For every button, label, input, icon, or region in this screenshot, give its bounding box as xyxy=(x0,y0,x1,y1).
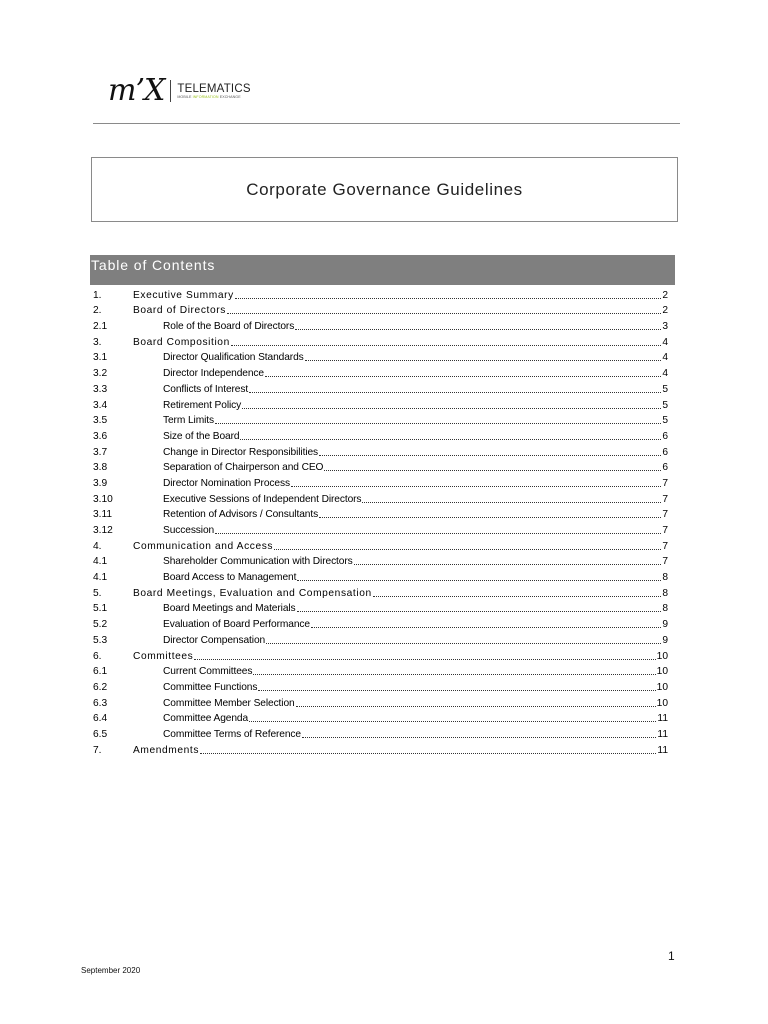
toc-entry[interactable] xyxy=(93,694,668,710)
toc-entry-page: 5 xyxy=(662,383,668,395)
toc-entry[interactable] xyxy=(93,427,668,443)
toc-entry-page: 7 xyxy=(662,540,668,552)
toc-entry-label: Separation of Chairperson and CEO xyxy=(163,462,324,474)
toc-dot-leader xyxy=(215,422,661,424)
toc-entry-number: 3.4 xyxy=(93,399,108,411)
toc-entry-number: 3.8 xyxy=(93,462,108,474)
logo-tagline-part-1: MOBILE xyxy=(177,94,193,99)
toc-dot-leader xyxy=(266,642,661,644)
toc-entry-page: 9 xyxy=(662,634,668,646)
toc-dot-leader xyxy=(319,454,661,456)
toc-entry-number: 3.12 xyxy=(93,525,113,536)
toc-entry-page: 10 xyxy=(656,666,668,678)
toc-dot-leader xyxy=(297,579,661,581)
toc-dot-leader xyxy=(362,501,661,503)
toc-dot-leader xyxy=(291,485,661,487)
toc-entry[interactable] xyxy=(93,663,668,679)
toc-entry-number: 6.5 xyxy=(93,728,108,740)
toc-dot-leader xyxy=(274,548,661,550)
toc-entry-label: Board of Directors xyxy=(133,305,226,317)
footer-date: September 2020 xyxy=(81,966,141,975)
toc-entry-page: 7 xyxy=(662,477,668,489)
toc-entry[interactable] xyxy=(93,506,668,522)
toc-entry[interactable] xyxy=(93,286,668,302)
toc-dot-leader xyxy=(305,359,662,361)
toc-entry-number: 4.1 xyxy=(93,572,108,584)
toc-dot-leader xyxy=(231,344,661,346)
toc-dot-leader xyxy=(373,595,662,597)
toc-entry-page: 2 xyxy=(662,289,668,301)
toc-entry[interactable] xyxy=(93,364,668,380)
toc-entry[interactable] xyxy=(93,600,668,616)
toc-entry[interactable] xyxy=(93,474,668,490)
toc-entry-number: 6.3 xyxy=(93,697,108,709)
toc-entry-label: Committee Agenda xyxy=(163,713,249,725)
toc-entry-number: 1. xyxy=(93,289,102,301)
header-divider xyxy=(93,123,680,124)
toc-entry-label: Conflicts of Interest xyxy=(163,383,249,395)
toc-entry-number: 2. xyxy=(93,305,102,317)
toc-entry[interactable] xyxy=(93,333,668,349)
toc-entry-label: Shareholder Communication with Directors xyxy=(163,556,353,568)
toc-entry-page: 8 xyxy=(662,572,668,584)
toc-entry-page: 11 xyxy=(657,744,668,756)
toc-entry-label: Committee Member Selection xyxy=(163,697,295,709)
toc-entry-label: Director Nomination Process xyxy=(163,477,290,489)
toc-entry-number: 3.2 xyxy=(93,368,108,380)
toc-dot-leader xyxy=(253,673,655,675)
toc-entry-label: Communication and Access xyxy=(133,540,274,552)
toc-entry[interactable] xyxy=(93,349,668,365)
toc-dot-leader xyxy=(200,752,656,754)
toc-entry-label: Executive Summary xyxy=(133,289,234,301)
toc-dot-leader xyxy=(240,438,661,440)
toc-dot-leader xyxy=(296,705,656,707)
toc-dot-leader xyxy=(194,658,655,660)
toc-entry[interactable] xyxy=(93,490,668,506)
toc-entry-label: Role of the Board of Directors xyxy=(163,321,295,333)
toc-entry-number: 7. xyxy=(93,744,102,756)
toc-entry-label: Director Qualification Standards xyxy=(163,352,304,364)
toc-entry-number: 3. xyxy=(93,336,102,348)
toc-dot-leader xyxy=(258,689,655,691)
toc-entry-page: 6 xyxy=(662,462,668,474)
toc-entry-number: 6.4 xyxy=(93,713,108,725)
toc-entry[interactable] xyxy=(93,412,668,428)
toc-entry-number: 5.2 xyxy=(93,619,108,631)
toc-entry[interactable] xyxy=(93,537,668,553)
document-title: Corporate Governance Guidelines xyxy=(246,179,523,199)
toc-heading: Table of Contents xyxy=(91,257,216,273)
toc-entry-number: 5. xyxy=(93,587,102,599)
toc-entry-number: 3.3 xyxy=(93,383,108,395)
toc-entry-number: 6. xyxy=(93,650,102,662)
toc-entry[interactable] xyxy=(93,443,668,459)
toc-entry-page: 5 xyxy=(662,399,668,411)
toc-entry[interactable] xyxy=(93,725,668,741)
toc-entry-page: 10 xyxy=(656,681,668,693)
toc-dot-leader xyxy=(311,626,661,628)
toc-entry-number: 3.10 xyxy=(93,493,113,505)
toc-dot-leader xyxy=(249,391,661,393)
toc-dot-leader xyxy=(265,375,661,377)
toc-dot-leader xyxy=(319,516,661,518)
toc-dot-leader xyxy=(249,720,656,722)
toc-entry-page: 10 xyxy=(656,697,668,709)
toc-entry-number: 3.6 xyxy=(93,430,108,442)
toc-entry-number: 3.11 xyxy=(93,509,113,521)
toc-entry-page: 7 xyxy=(662,556,668,568)
toc-entry-number: 3.7 xyxy=(93,446,108,458)
toc-dot-leader xyxy=(297,610,662,612)
toc-entry[interactable] xyxy=(93,317,668,333)
toc-entry-page: 7 xyxy=(662,525,668,536)
logo-wordmark xyxy=(177,83,250,100)
mix-telematics-logo xyxy=(108,74,251,108)
toc-entry-page: 11 xyxy=(657,728,668,740)
toc-entry-number: 5.3 xyxy=(93,634,108,646)
toc-entry-label: Board Meetings, Evaluation and Compensation xyxy=(133,587,372,599)
toc-entry-page: 4 xyxy=(662,352,668,364)
toc-entry-label: Committee Functions xyxy=(163,681,258,693)
toc-entry-number: 4. xyxy=(93,540,102,552)
toc-entry-number: 2.1 xyxy=(93,321,108,333)
toc-entry-label: Director Independence xyxy=(163,368,264,380)
page-number: 1 xyxy=(668,949,675,963)
toc-entry[interactable] xyxy=(93,631,668,647)
toc-heading-bar xyxy=(90,255,675,285)
toc-entry[interactable] xyxy=(93,741,668,757)
toc-entry[interactable] xyxy=(93,615,668,631)
toc-entry-page: 9 xyxy=(662,619,668,631)
logo-tagline-accent: INFORMATION xyxy=(192,94,219,99)
toc-entry-page: 6 xyxy=(662,446,668,458)
toc-entry[interactable] xyxy=(93,380,668,396)
toc-entry[interactable] xyxy=(93,647,668,663)
toc-entry[interactable] xyxy=(93,710,668,726)
logo-mark: m’X xyxy=(108,73,165,108)
toc-entry-page: 6 xyxy=(662,430,668,442)
table-of-contents xyxy=(93,286,668,757)
toc-dot-leader xyxy=(302,736,656,738)
toc-dot-leader xyxy=(324,469,661,471)
toc-entry-page: 8 xyxy=(662,587,668,599)
toc-entry[interactable] xyxy=(93,584,668,600)
toc-entry[interactable] xyxy=(93,302,668,318)
toc-entry-label: Size of the Board xyxy=(163,430,240,442)
toc-entry-page: 5 xyxy=(662,415,668,427)
toc-entry-label: Retention of Advisors / Consultants xyxy=(163,509,319,521)
toc-entry-page: 11 xyxy=(657,713,668,725)
toc-entry-label: Board Meetings and Materials xyxy=(163,603,296,615)
toc-entry-label: Committee Terms of Reference xyxy=(163,728,301,740)
toc-entry[interactable] xyxy=(93,553,668,569)
toc-entry-number: 3.5 xyxy=(93,415,108,427)
logo-main-text: TELEMATICS xyxy=(177,82,251,95)
toc-dot-leader xyxy=(295,328,661,330)
toc-entry-page: 3 xyxy=(662,321,668,333)
toc-entry[interactable] xyxy=(93,459,668,475)
toc-entry-label: Change in Director Responsibilities xyxy=(163,446,319,458)
logo-tagline-part-2: EXCHANGE xyxy=(218,94,241,99)
toc-dot-leader xyxy=(215,532,661,534)
toc-entry[interactable] xyxy=(93,678,668,694)
toc-dot-leader xyxy=(242,407,661,409)
toc-entry-label: Board Access to Management xyxy=(163,572,297,584)
toc-entry-number: 4.1 xyxy=(93,556,108,568)
toc-entry-page: 4 xyxy=(662,368,668,380)
toc-entry-page: 7 xyxy=(662,509,668,521)
toc-entry-label: Retirement Policy xyxy=(163,399,242,411)
toc-dot-leader xyxy=(354,563,662,565)
toc-entry-label: Evaluation of Board Performance xyxy=(163,619,310,631)
toc-entry-label: Term Limits xyxy=(163,415,214,427)
toc-entry-page: 7 xyxy=(662,493,668,505)
logo-separator xyxy=(170,80,171,102)
toc-entry-label: Amendments xyxy=(133,744,200,756)
toc-entry[interactable] xyxy=(93,396,668,412)
toc-entry-number: 6.1 xyxy=(93,666,108,678)
toc-entry-number: 3.1 xyxy=(93,352,108,364)
toc-entry-label: Director Compensation xyxy=(163,634,266,646)
toc-entry-number: 5.1 xyxy=(93,603,108,615)
toc-entry-label: Committees xyxy=(133,650,194,662)
toc-entry[interactable] xyxy=(93,521,668,537)
toc-entry-number: 6.2 xyxy=(93,681,108,693)
toc-entry-label: Executive Sessions of Independent Directors xyxy=(163,493,362,505)
toc-dot-leader xyxy=(227,312,661,314)
logo-tagline xyxy=(177,95,250,100)
toc-entry-page: 8 xyxy=(662,603,668,615)
toc-entry-page: 2 xyxy=(662,305,668,317)
toc-entry-label: Current Committees xyxy=(163,666,253,678)
toc-entry[interactable] xyxy=(93,568,668,584)
title-box xyxy=(91,157,678,222)
toc-entry-page: 4 xyxy=(662,336,668,348)
toc-dot-leader xyxy=(235,297,662,299)
toc-entry-label: Succession xyxy=(163,525,215,536)
toc-entry-number: 3.9 xyxy=(93,477,108,489)
toc-entry-label: Board Composition xyxy=(133,336,230,348)
toc-entry-page: 10 xyxy=(656,650,668,662)
